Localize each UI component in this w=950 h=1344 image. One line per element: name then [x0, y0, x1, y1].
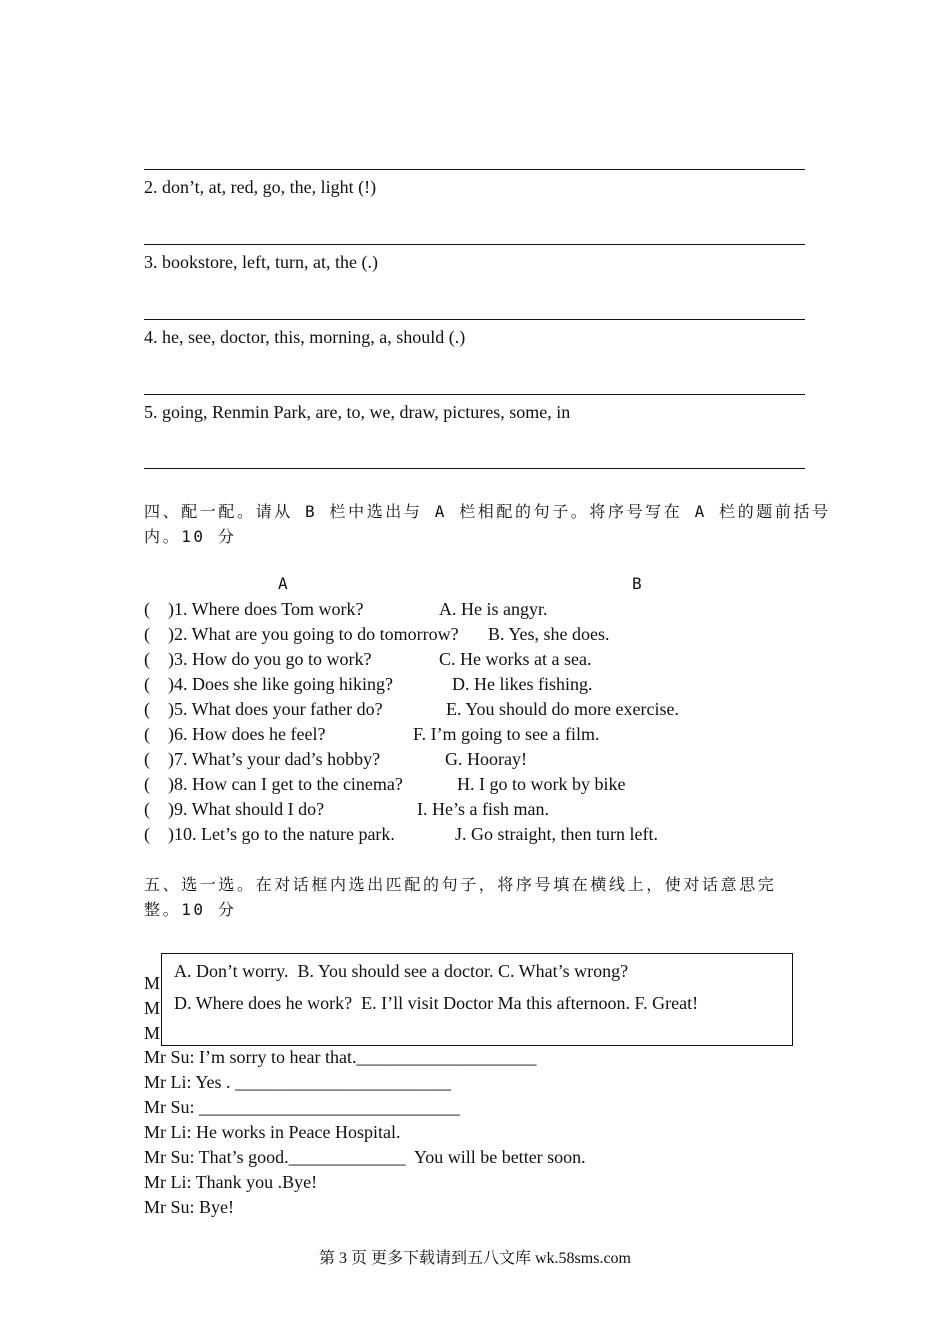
hidden-speaker-initial: M [144, 973, 161, 993]
exercise-item: 5. going, Renmin Park, are, to, we, draw, pictures, some, in [144, 402, 571, 422]
dialogue-line: Mr Li: Yes . ________________________ [144, 1072, 452, 1092]
options-line-1: A. Don’t worry. B. You should see a doctor. C. What’s wrong? [174, 961, 629, 981]
column-a-header: A [278, 574, 291, 593]
match-question: ( )4. Does she like going hiking? [144, 674, 393, 694]
answer-line[interactable] [144, 394, 805, 395]
match-question: ( )6. How does he feel? [144, 724, 326, 744]
match-question: ( )8. How can I get to the cinema? [144, 774, 403, 794]
match-answer: F. I’m going to see a film. [413, 724, 600, 744]
match-question: ( )7. What’s your dad’s hobby? [144, 749, 381, 769]
exercise-item: 3. bookstore, left, turn, at, the (.) [144, 252, 378, 272]
match-answer: J. Go straight, then turn left. [455, 824, 658, 844]
page-footer: 第 3 页 更多下载请到五八文库 wk.58sms.com [318, 1250, 631, 1267]
match-answer: H. I go to work by bike [457, 774, 626, 794]
match-answer: G. Hooray! [445, 749, 527, 769]
column-b-header: B [632, 574, 645, 593]
match-answer: A. He is angyr. [439, 599, 548, 619]
match-answer: E. You should do more exercise. [446, 699, 679, 719]
match-question: ( )10. Let’s go to the nature park. [144, 824, 395, 844]
hidden-speaker-initial: M [144, 998, 161, 1018]
match-question: ( )2. What are you going to do tomorrow? [144, 624, 459, 644]
answer-line[interactable] [144, 244, 805, 245]
dialogue-line: Mr Su: Bye! [144, 1197, 234, 1217]
match-question: ( )9. What should I do? [144, 799, 325, 819]
dialogue-line: Mr Su: I’m sorry to hear that.____________________ [144, 1047, 537, 1067]
match-question: ( )3. How do you go to work? [144, 649, 372, 669]
section-4-title: 四、配一配。请从 B 栏中选出与 A 栏相配的句子。将序号写在 A 栏的题前括号 [144, 502, 831, 521]
exercise-item: 2. don’t, at, red, go, the, light (!) [144, 177, 377, 197]
options-box [161, 953, 793, 1046]
hidden-speaker-initial: M [144, 1023, 161, 1043]
exercise-item: 4. he, see, doctor, this, morning, a, should (.) [144, 327, 466, 347]
match-answer: D. He likes fishing. [452, 674, 593, 694]
options-line-2: D. Where does he work? E. I’ll visit Doctor Ma this afternoon. F. Great! [174, 993, 699, 1013]
dialogue-line: Mr Su: That’s good._____________ You will be better soon. [144, 1147, 586, 1167]
answer-line[interactable] [144, 169, 805, 170]
answer-line[interactable] [144, 319, 805, 320]
match-answer: B. Yes, she does. [488, 624, 610, 644]
dialogue-line: Mr Li: He works in Peace Hospital. [144, 1122, 401, 1142]
section-4-title-cont: 内。10 分 [144, 527, 237, 546]
section-5-title-cont: 整。10 分 [144, 900, 237, 919]
match-question: ( )1. Where does Tom work? [144, 599, 364, 619]
match-answer: C. He works at a sea. [439, 649, 592, 669]
dialogue-line: Mr Su: _____________________________ [144, 1097, 461, 1117]
dialogue-line: Mr Li: Thank you .Bye! [144, 1172, 318, 1192]
answer-line[interactable] [144, 468, 805, 469]
section-5-title: 五、选一选。在对话框内选出匹配的句子，将序号填在横线上，使对话意思完 [144, 875, 777, 894]
match-question: ( )5. What does your father do? [144, 699, 383, 719]
match-answer: I. He’s a fish man. [417, 799, 549, 819]
